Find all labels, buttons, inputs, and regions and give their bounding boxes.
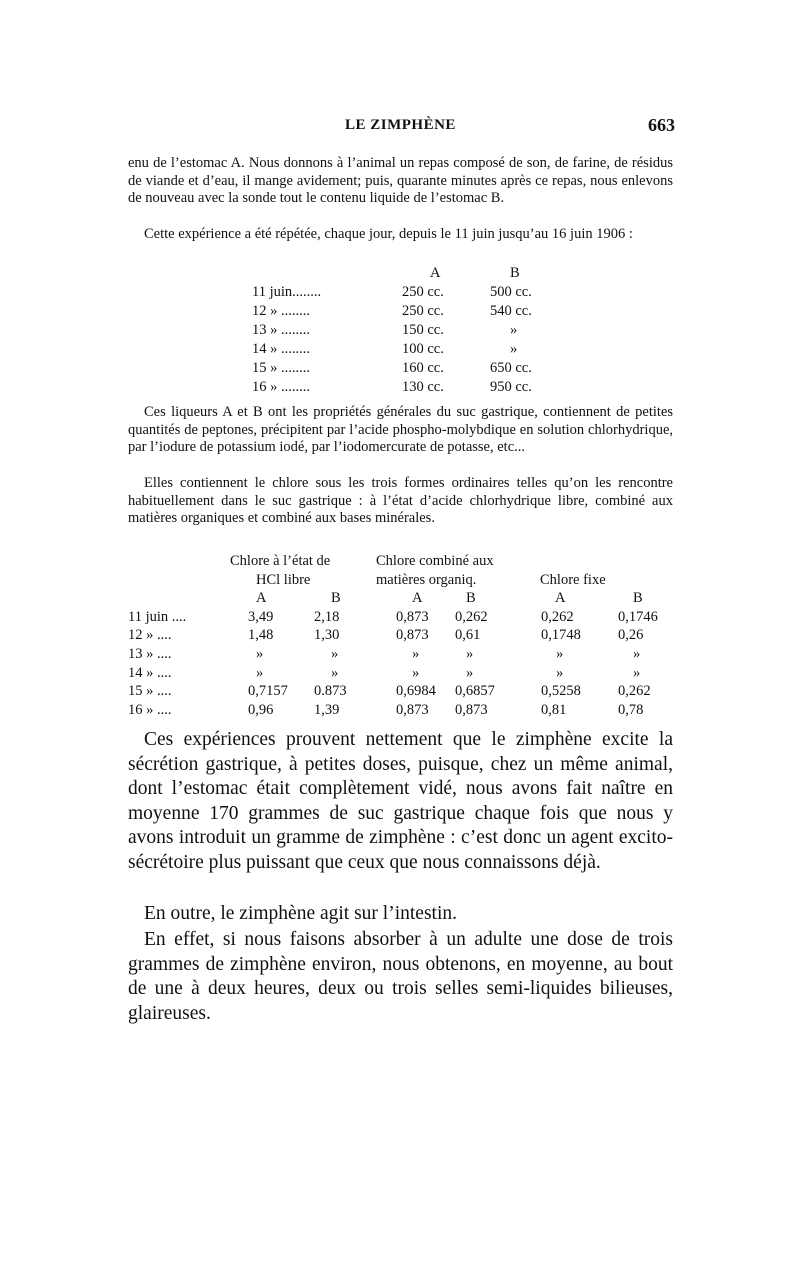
cell: » [633,664,641,681]
cell: 1,39 [314,701,340,718]
cell-a: 250 cc. [402,284,444,300]
table-row [128,665,673,684]
cell: 0,61 [455,627,481,644]
cell: » [412,645,420,662]
cell: 0,873 [396,608,429,625]
cell: 0,1748 [541,627,581,644]
cell: 0,78 [618,701,644,718]
cell: 0,873 [455,701,488,718]
cell-b: » [510,341,518,357]
cell: 0,96 [248,701,274,718]
page-number: 663 [648,115,675,135]
cell: 2,18 [314,608,340,625]
table-row [128,646,673,665]
table-row [252,322,582,341]
paragraph-3: Ces liqueurs A et B ont les propriétés générales du suc gastrique, contiennent de petites quantités de peptones, précipitent par l’acide phospho-molybdique en solution chlorhydrique, par l’iodure de potassium iodé, par l’iodomercurate de potasse, etc... [128,404,673,456]
cell: 0,873 [396,627,429,644]
column-header: A [256,590,267,607]
cell-a: 130 cc. [402,379,444,395]
cell: 0,262 [455,608,488,625]
group-header-organic-line2: matières organiq. [376,571,477,588]
table-row [252,284,582,303]
chlorine-table [128,553,673,720]
paragraph-1: enu de l’estomac A. Nous donnons à l’animal un repas composé de son, de farine, de résidus de viande et d’eau, il mange avidement; puis, quarante minutes après ce repas, nous enlevons de nouveau avec la sonde tout le contenu liquide de l’estomac B. [128,155,673,207]
column-header: B [466,590,476,607]
cell: » [256,645,264,662]
table-group-header-row [128,553,673,572]
row-date: 16 » .... [128,701,172,718]
cell: 0,6857 [455,683,495,700]
column-header: A [555,590,566,607]
cell-b: 500 cc. [490,284,532,300]
cell: 0,262 [541,608,574,625]
cell: 3,49 [248,608,274,625]
cell-b: 540 cc. [490,303,532,319]
cell-a: 100 cc. [402,341,444,357]
table-group-header-row [128,572,673,591]
cell: » [466,664,474,681]
paragraph-7: En effet, si nous faisons absorber à un adulte une dose de trois grammes de zimphène environ, nous obtenons, en moyenne, au bout de une à deux heures, deux ou trois selles semi-liquides bilieuses, glaireuses. [128,929,673,1024]
column-header-b: B [510,265,520,281]
table-row [252,303,582,322]
paragraph-4: Elles contiennent le chlore sous les trois formes ordinaires telles qu’on les rencontre habituellement dans le suc gastrique : à l’état d’acide chlorhydrique libre, combiné aux matières organiques et combiné aux bases minérales. [128,475,673,527]
table-row [128,609,673,628]
cell: » [331,664,339,681]
row-date: 11 juin........ [252,284,322,300]
cell-b: » [510,322,518,338]
table-row [252,360,582,379]
group-header-organic: Chlore combiné aux [376,553,494,569]
cell-a: 150 cc. [402,322,444,338]
volume-table [252,265,582,398]
cell: » [556,664,564,681]
group-header-fixed: Chlore fixe [540,571,606,588]
row-date: 11 juin .... [128,608,187,625]
row-date: 13 » .... [128,645,172,662]
table-subheader-row [128,590,673,609]
cell: 0,262 [618,683,651,700]
cell: 0,5258 [541,683,581,700]
cell: 0,873 [396,701,429,718]
cell: » [331,645,339,662]
cell: 0,1746 [618,608,658,625]
row-date: 14 » ........ [252,341,310,357]
cell: » [256,664,264,681]
group-header-hcl-line2: HCl libre [256,571,311,588]
cell: » [633,645,641,662]
column-header: A [412,590,423,607]
group-header-hcl: Chlore à l’état de [230,553,331,569]
cell: 0.873 [314,683,347,700]
cell: 0,6984 [396,683,436,700]
cell-a: 250 cc. [402,303,444,319]
cell: » [466,645,474,662]
table-header-row [252,265,582,284]
cell: » [556,645,564,662]
cell-a: 160 cc. [402,360,444,376]
cell: » [412,664,420,681]
row-date: 14 » .... [128,664,172,681]
cell: 1,30 [314,627,340,644]
column-header-a: A [430,265,441,281]
cell-b: 650 cc. [490,360,532,376]
row-date: 13 » ........ [252,322,310,338]
row-date: 15 » .... [128,683,172,700]
cell: 1,48 [248,627,274,644]
column-header: B [331,590,341,607]
table-row [128,683,673,702]
row-date: 12 » ........ [252,303,310,319]
row-date: 16 » ........ [252,379,310,395]
cell-b: 950 cc. [490,379,532,395]
cell: 0,26 [618,627,644,644]
paragraph-6: En outre, le zimphène agit sur l’intestin. [144,903,457,924]
table-row [252,341,582,360]
paragraph-2: Cette expérience a été répétée, chaque jour, depuis le 11 juin jusqu’au 16 juin 1906 : [144,226,633,242]
row-date: 15 » ........ [252,360,310,376]
paragraph-5: Ces expériences prouvent nettement que le zimphène excite la sécrétion gastrique, à petites doses, puisque, chez un même animal, dont l’estomac était complètement vidé, nous avons fait naître en moyenne 170 grammes de suc gastrique chaque fois que nous y avons introduit un gramme de zimphène : c’est donc un agent excito-sécrétoire plus puissant que ceux que nous connaissons déjà. [128,729,673,873]
page-header [130,115,675,139]
cell: 0,81 [541,701,567,718]
row-date: 12 » .... [128,627,172,644]
table-row [128,627,673,646]
column-header: B [633,590,643,607]
running-title: LE ZIMPHÈNE [345,117,456,133]
table-row [128,702,673,721]
table-row [252,379,582,398]
cell: 0,7157 [248,683,288,700]
